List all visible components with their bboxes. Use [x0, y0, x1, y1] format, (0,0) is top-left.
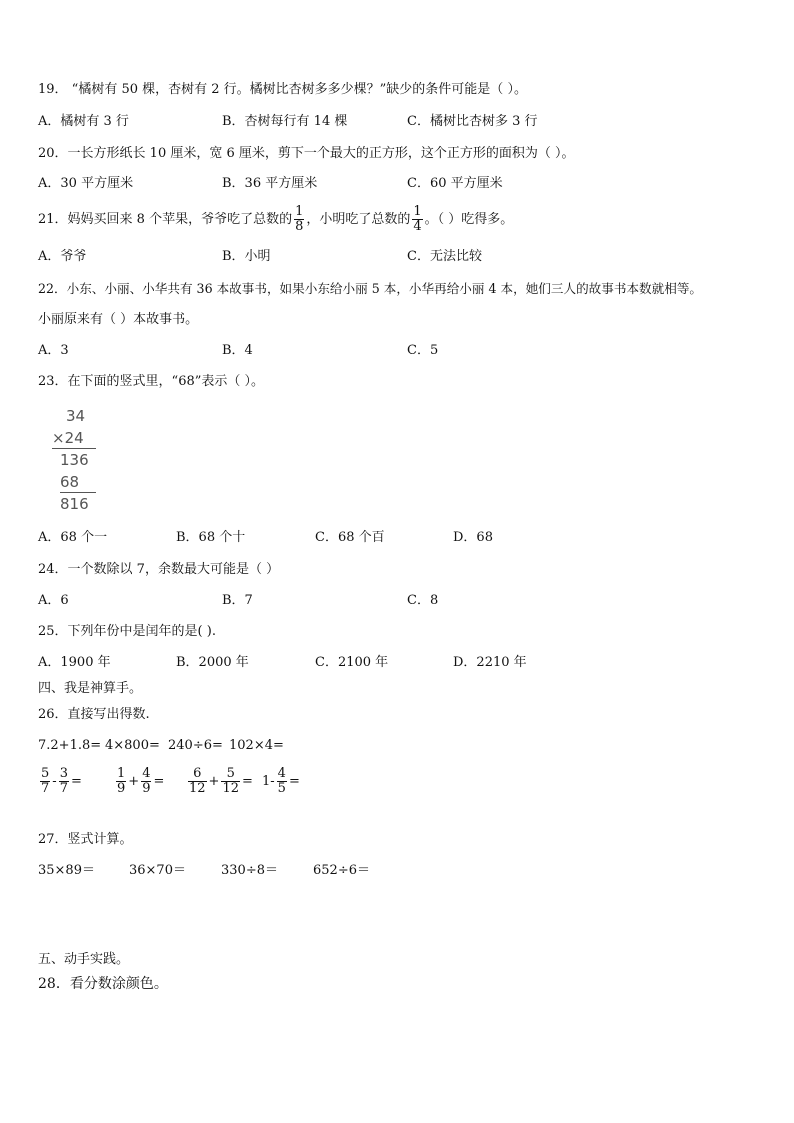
- q27-item-2: 36×70＝: [129, 863, 186, 878]
- q19-stem: 19． “橘树有 50 棵，杏树有 2 行。橘树比杏树多多少棵？”缺少的条件可能是（ ）。: [38, 82, 527, 97]
- q22-stem-line2: 小丽原来有（ ）本故事书。: [38, 312, 199, 327]
- q22-option-c: C．5: [407, 343, 439, 358]
- q22-option-b: B．4: [222, 343, 253, 358]
- q23-option-c: C．68 个百: [315, 530, 385, 545]
- q26-row1-item-1: 7.2+1.8=: [38, 738, 102, 753]
- q20-option-b: B．36 平方厘米: [222, 176, 318, 191]
- q27-item-1: 35×89＝: [38, 863, 95, 878]
- q25-stem: 25．下列年份中是闰年的是( ).: [38, 624, 216, 639]
- vertical-line-1: [52, 448, 96, 449]
- q28-stem: 28．看分数涂颜色。: [38, 976, 168, 992]
- q26-fraction-expr-3: $\frac{6}{12}$ + $\frac{5}{12}$ =: [189, 766, 253, 796]
- vertical-row-34: 34: [66, 407, 86, 425]
- q25-option-a: A．1900 年: [38, 655, 111, 670]
- q24-stem: 24．一个数除以 7，余数最大可能是（ ）: [38, 562, 280, 577]
- q21-fraction-2: $\frac{1}{4}$: [413, 204, 422, 234]
- q26-fraction-expr-2: $\frac{1}{9}$ + $\frac{4}{9}$ =: [117, 766, 165, 796]
- q19-option-b: B．杏树每行有 14 棵: [222, 114, 348, 129]
- q26-row1-item-3: 240÷6=: [168, 738, 223, 753]
- q26-fraction-expr-1: $\frac{5}{7}$ - $\frac{3}{7}$ =: [41, 766, 82, 796]
- q23-option-a: A．68 个一: [38, 530, 108, 545]
- q27-item-4: 652÷6＝: [313, 863, 370, 878]
- q27-item-3: 330÷8＝: [221, 863, 278, 878]
- q25-option-c: C．2100 年: [315, 655, 389, 670]
- q21-text-2: ，小明吃了总数的: [306, 212, 411, 227]
- q20-option-c: C．60 平方厘米: [407, 176, 503, 191]
- q26-stem: 26．直接写出得数.: [38, 707, 150, 722]
- q21-option-c: C．无法比较: [407, 249, 482, 264]
- vertical-multiplication: [50, 405, 120, 517]
- section-4-heading: 四、我是神算手。: [38, 681, 143, 696]
- section-5-heading: 五、动手实践。: [38, 952, 130, 967]
- q21-option-b: B．小明: [222, 249, 271, 264]
- q21-text-1: 21．妈妈买回来 8 个苹果，爷爷吃了总数的: [38, 212, 293, 227]
- vertical-row-x24: ×24: [52, 429, 84, 447]
- q27-stem: 27．竖式计算。: [38, 832, 133, 847]
- q23-option-d: D．68: [453, 530, 493, 545]
- q19-option-c: C．橘树比杏树多 3 行: [407, 114, 538, 129]
- q21-stem: [38, 202, 513, 238]
- q26-row1-item-2: 4×800=: [105, 738, 160, 753]
- vertical-row-68: 68: [60, 473, 80, 491]
- vertical-row-136: 136: [60, 451, 89, 469]
- vertical-line-2: [60, 492, 96, 493]
- q24-option-a: A．6: [38, 593, 69, 608]
- q22-option-a: A．3: [38, 343, 69, 358]
- q24-option-b: B．7: [222, 593, 253, 608]
- q20-stem: 20．一长方形纸长 10 厘米，宽 6 厘米，剪下一个最大的正方形，这个正方形的面积为（ ）。: [38, 146, 575, 161]
- q23-option-b: B．68 个十: [176, 530, 246, 545]
- q21-fraction-1: $\frac{1}{8}$: [295, 204, 304, 234]
- q24-option-c: C．8: [407, 593, 439, 608]
- q19-option-a: A．橘树有 3 行: [38, 114, 129, 129]
- q21-text-3: 。（ ）吃得多。: [424, 212, 514, 227]
- q20-option-a: A．30 平方厘米: [38, 176, 134, 191]
- q21-option-a: A．爷爷: [38, 249, 87, 264]
- q22-stem-line1: 22．小东、小丽、小华共有 36 本故事书，如果小东给小丽 5 本，小华再给小丽 4 本，她们三人的故事书本数就相等。: [38, 281, 703, 296]
- q26-row1-item-4: 102×4=: [229, 738, 284, 753]
- q26-fraction-expr-4: 1- $\frac{4}{5}$ =: [262, 766, 300, 796]
- q25-option-b: B．2000 年: [176, 655, 249, 670]
- q25-option-d: D．2210 年: [453, 655, 527, 670]
- vertical-row-816: 816: [60, 495, 89, 513]
- q23-stem: 23．在下面的竖式里，“68”表示（ ）。: [38, 374, 265, 389]
